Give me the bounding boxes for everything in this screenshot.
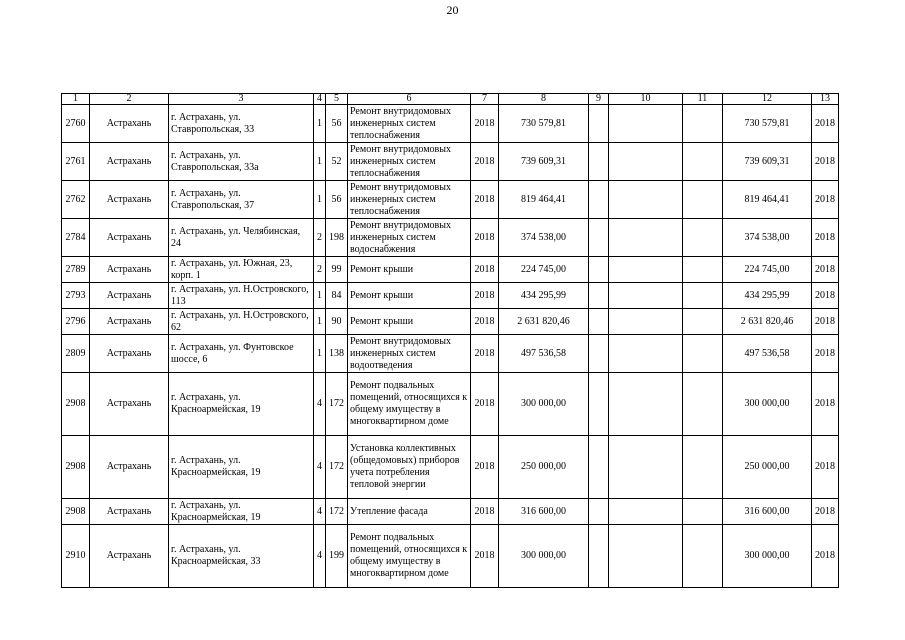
year-cell: 2018 bbox=[471, 525, 499, 588]
column-header: 4 bbox=[314, 94, 326, 105]
empty-cell bbox=[683, 181, 723, 219]
work-type-cell: Ремонт подвальных помещений, относящихся к общему имуществу в многоквартирном доме bbox=[348, 373, 471, 436]
work-type-cell: Ремонт крыши bbox=[348, 283, 471, 309]
fund-cost-cell: 739 609,31 bbox=[723, 143, 812, 181]
col4-cell: 1 bbox=[314, 309, 326, 335]
total-cost-cell: 2 631 820,46 bbox=[499, 309, 589, 335]
total-cost-cell: 374 538,00 bbox=[499, 219, 589, 257]
address-cell: г. Астрахань, ул. Красноармейская, 33 bbox=[169, 525, 314, 588]
column-header: 2 bbox=[90, 94, 169, 105]
repair-program-table bbox=[61, 93, 839, 588]
total-cost-cell: 224 745,00 bbox=[499, 257, 589, 283]
fund-cost-cell: 250 000,00 bbox=[723, 436, 812, 499]
column-header: 12 bbox=[723, 94, 812, 105]
col4-cell: 4 bbox=[314, 373, 326, 436]
year-end-cell: 2018 bbox=[812, 219, 839, 257]
empty-cell bbox=[683, 335, 723, 373]
city-cell: Астрахань bbox=[90, 105, 169, 143]
empty-cell bbox=[589, 283, 609, 309]
table-row bbox=[62, 283, 839, 309]
work-type-cell: Ремонт внутридомовых инженерных систем водоотведения bbox=[348, 335, 471, 373]
empty-cell bbox=[683, 525, 723, 588]
empty-cell bbox=[609, 373, 683, 436]
empty-cell bbox=[609, 335, 683, 373]
work-type-cell: Ремонт внутридомовых инженерных систем теплоснабжения bbox=[348, 105, 471, 143]
empty-cell bbox=[683, 283, 723, 309]
work-type-cell: Ремонт крыши bbox=[348, 309, 471, 335]
empty-cell bbox=[609, 525, 683, 588]
fund-cost-cell: 316 600,00 bbox=[723, 499, 812, 525]
work-type-cell: Ремонт внутридомовых инженерных систем теплоснабжения bbox=[348, 143, 471, 181]
col5-cell: 56 bbox=[326, 181, 348, 219]
city-cell: Астрахань bbox=[90, 525, 169, 588]
city-cell: Астрахань bbox=[90, 335, 169, 373]
city-cell: Астрахань bbox=[90, 219, 169, 257]
empty-cell bbox=[683, 143, 723, 181]
city-cell: Астрахань bbox=[90, 309, 169, 335]
column-header: 7 bbox=[471, 94, 499, 105]
empty-cell bbox=[683, 373, 723, 436]
table-row bbox=[62, 105, 839, 143]
year-end-cell: 2018 bbox=[812, 335, 839, 373]
empty-cell bbox=[609, 181, 683, 219]
column-header: 8 bbox=[499, 94, 589, 105]
address-cell: г. Астрахань, ул. Челябинская, 24 bbox=[169, 219, 314, 257]
table-row bbox=[62, 143, 839, 181]
fund-cost-cell: 434 295,99 bbox=[723, 283, 812, 309]
city-cell: Астрахань bbox=[90, 499, 169, 525]
col5-cell: 99 bbox=[326, 257, 348, 283]
city-cell: Астрахань bbox=[90, 181, 169, 219]
year-cell: 2018 bbox=[471, 499, 499, 525]
column-header: 3 bbox=[169, 94, 314, 105]
table-row bbox=[62, 335, 839, 373]
col5-cell: 138 bbox=[326, 335, 348, 373]
row-id-cell: 2796 bbox=[62, 309, 90, 335]
row-id-cell: 2908 bbox=[62, 373, 90, 436]
empty-cell bbox=[609, 257, 683, 283]
row-id-cell: 2793 bbox=[62, 283, 90, 309]
table-row bbox=[62, 181, 839, 219]
address-cell: г. Астрахань, ул. Н.Островского, 62 bbox=[169, 309, 314, 335]
col5-cell: 56 bbox=[326, 105, 348, 143]
row-id-cell: 2908 bbox=[62, 436, 90, 499]
empty-cell bbox=[683, 257, 723, 283]
col4-cell: 2 bbox=[314, 219, 326, 257]
address-cell: г. Астрахань, ул. Южная, 23, корп. 1 bbox=[169, 257, 314, 283]
empty-cell bbox=[589, 373, 609, 436]
empty-cell bbox=[683, 105, 723, 143]
year-end-cell: 2018 bbox=[812, 283, 839, 309]
col4-cell: 2 bbox=[314, 257, 326, 283]
address-cell: г. Астрахань, ул. Ставропольская, 33а bbox=[169, 143, 314, 181]
year-cell: 2018 bbox=[471, 309, 499, 335]
year-cell: 2018 bbox=[471, 257, 499, 283]
col4-cell: 1 bbox=[314, 181, 326, 219]
fund-cost-cell: 374 538,00 bbox=[723, 219, 812, 257]
row-id-cell: 2809 bbox=[62, 335, 90, 373]
year-end-cell: 2018 bbox=[812, 257, 839, 283]
year-end-cell: 2018 bbox=[812, 373, 839, 436]
work-type-cell: Ремонт внутридомовых инженерных систем теплоснабжения bbox=[348, 181, 471, 219]
empty-cell bbox=[683, 309, 723, 335]
empty-cell bbox=[609, 105, 683, 143]
empty-cell bbox=[609, 143, 683, 181]
page-number: 20 bbox=[446, 3, 459, 17]
column-header: 6 bbox=[348, 94, 471, 105]
row-id-cell: 2760 bbox=[62, 105, 90, 143]
table-row bbox=[62, 499, 839, 525]
row-id-cell: 2908 bbox=[62, 499, 90, 525]
col5-cell: 172 bbox=[326, 373, 348, 436]
year-end-cell: 2018 bbox=[812, 525, 839, 588]
empty-cell bbox=[683, 499, 723, 525]
fund-cost-cell: 2 631 820,46 bbox=[723, 309, 812, 335]
empty-cell bbox=[589, 436, 609, 499]
year-end-cell: 2018 bbox=[812, 143, 839, 181]
col4-cell: 1 bbox=[314, 143, 326, 181]
year-cell: 2018 bbox=[471, 219, 499, 257]
table-row bbox=[62, 373, 839, 436]
empty-cell bbox=[589, 105, 609, 143]
fund-cost-cell: 819 464,41 bbox=[723, 181, 812, 219]
total-cost-cell: 300 000,00 bbox=[499, 373, 589, 436]
fund-cost-cell: 497 536,58 bbox=[723, 335, 812, 373]
work-type-cell: Ремонт подвальных помещений, относящихся к общему имуществу в многоквартирном доме bbox=[348, 525, 471, 588]
year-cell: 2018 bbox=[471, 436, 499, 499]
total-cost-cell: 497 536,58 bbox=[499, 335, 589, 373]
total-cost-cell: 250 000,00 bbox=[499, 436, 589, 499]
col5-cell: 90 bbox=[326, 309, 348, 335]
year-end-cell: 2018 bbox=[812, 309, 839, 335]
year-end-cell: 2018 bbox=[812, 105, 839, 143]
empty-cell bbox=[683, 436, 723, 499]
empty-cell bbox=[589, 257, 609, 283]
address-cell: г. Астрахань, ул. Красноармейская, 19 bbox=[169, 373, 314, 436]
table-row bbox=[62, 309, 839, 335]
row-id-cell: 2762 bbox=[62, 181, 90, 219]
address-cell: г. Астрахань, ул. Фунтовское шоссе, 6 bbox=[169, 335, 314, 373]
col4-cell: 4 bbox=[314, 499, 326, 525]
col4-cell: 4 bbox=[314, 436, 326, 499]
city-cell: Астрахань bbox=[90, 373, 169, 436]
empty-cell bbox=[589, 143, 609, 181]
year-cell: 2018 bbox=[471, 373, 499, 436]
year-end-cell: 2018 bbox=[812, 181, 839, 219]
empty-cell bbox=[589, 181, 609, 219]
column-header: 11 bbox=[683, 94, 723, 105]
year-cell: 2018 bbox=[471, 283, 499, 309]
row-id-cell: 2910 bbox=[62, 525, 90, 588]
address-cell: г. Астрахань, ул. Красноармейская, 19 bbox=[169, 499, 314, 525]
city-cell: Астрахань bbox=[90, 257, 169, 283]
empty-cell bbox=[589, 525, 609, 588]
work-type-cell: Установка коллективных (общедомовых) приборов учета потребления тепловой энергии bbox=[348, 436, 471, 499]
col4-cell: 1 bbox=[314, 105, 326, 143]
col5-cell: 198 bbox=[326, 219, 348, 257]
work-type-cell: Ремонт крыши bbox=[348, 257, 471, 283]
year-end-cell: 2018 bbox=[812, 499, 839, 525]
total-cost-cell: 300 000,00 bbox=[499, 525, 589, 588]
work-type-cell: Утепление фасада bbox=[348, 499, 471, 525]
row-id-cell: 2784 bbox=[62, 219, 90, 257]
address-cell: г. Астрахань, ул. Красноармейская, 19 bbox=[169, 436, 314, 499]
column-header: 9 bbox=[589, 94, 609, 105]
column-header: 13 bbox=[812, 94, 839, 105]
empty-cell bbox=[589, 335, 609, 373]
empty-cell bbox=[589, 499, 609, 525]
city-cell: Астрахань bbox=[90, 143, 169, 181]
col5-cell: 172 bbox=[326, 499, 348, 525]
empty-cell bbox=[609, 309, 683, 335]
empty-cell bbox=[609, 283, 683, 309]
work-type-cell: Ремонт внутридомовых инженерных систем водоснабжения bbox=[348, 219, 471, 257]
column-header: 1 bbox=[62, 94, 90, 105]
column-header: 10 bbox=[609, 94, 683, 105]
row-id-cell: 2761 bbox=[62, 143, 90, 181]
total-cost-cell: 434 295,99 bbox=[499, 283, 589, 309]
empty-cell bbox=[683, 219, 723, 257]
fund-cost-cell: 224 745,00 bbox=[723, 257, 812, 283]
table-row bbox=[62, 219, 839, 257]
total-cost-cell: 730 579,81 bbox=[499, 105, 589, 143]
city-cell: Астрахань bbox=[90, 436, 169, 499]
year-cell: 2018 bbox=[471, 105, 499, 143]
total-cost-cell: 819 464,41 bbox=[499, 181, 589, 219]
fund-cost-cell: 730 579,81 bbox=[723, 105, 812, 143]
fund-cost-cell: 300 000,00 bbox=[723, 525, 812, 588]
col5-cell: 52 bbox=[326, 143, 348, 181]
column-number-row bbox=[62, 94, 839, 105]
col4-cell: 4 bbox=[314, 525, 326, 588]
table-row bbox=[62, 257, 839, 283]
address-cell: г. Астрахань, ул. Ставропольская, 33 bbox=[169, 105, 314, 143]
empty-cell bbox=[609, 436, 683, 499]
col5-cell: 199 bbox=[326, 525, 348, 588]
col5-cell: 84 bbox=[326, 283, 348, 309]
col5-cell: 172 bbox=[326, 436, 348, 499]
row-id-cell: 2789 bbox=[62, 257, 90, 283]
total-cost-cell: 316 600,00 bbox=[499, 499, 589, 525]
address-cell: г. Астрахань, ул. Н.Островского, 113 bbox=[169, 283, 314, 309]
empty-cell bbox=[589, 309, 609, 335]
empty-cell bbox=[589, 219, 609, 257]
empty-cell bbox=[609, 499, 683, 525]
year-cell: 2018 bbox=[471, 335, 499, 373]
col4-cell: 1 bbox=[314, 283, 326, 309]
year-cell: 2018 bbox=[471, 143, 499, 181]
fund-cost-cell: 300 000,00 bbox=[723, 373, 812, 436]
table-row bbox=[62, 436, 839, 499]
year-cell: 2018 bbox=[471, 181, 499, 219]
table-row bbox=[62, 525, 839, 588]
address-cell: г. Астрахань, ул. Ставропольская, 37 bbox=[169, 181, 314, 219]
col4-cell: 1 bbox=[314, 335, 326, 373]
empty-cell bbox=[609, 219, 683, 257]
year-end-cell: 2018 bbox=[812, 436, 839, 499]
city-cell: Астрахань bbox=[90, 283, 169, 309]
total-cost-cell: 739 609,31 bbox=[499, 143, 589, 181]
column-header: 5 bbox=[326, 94, 348, 105]
